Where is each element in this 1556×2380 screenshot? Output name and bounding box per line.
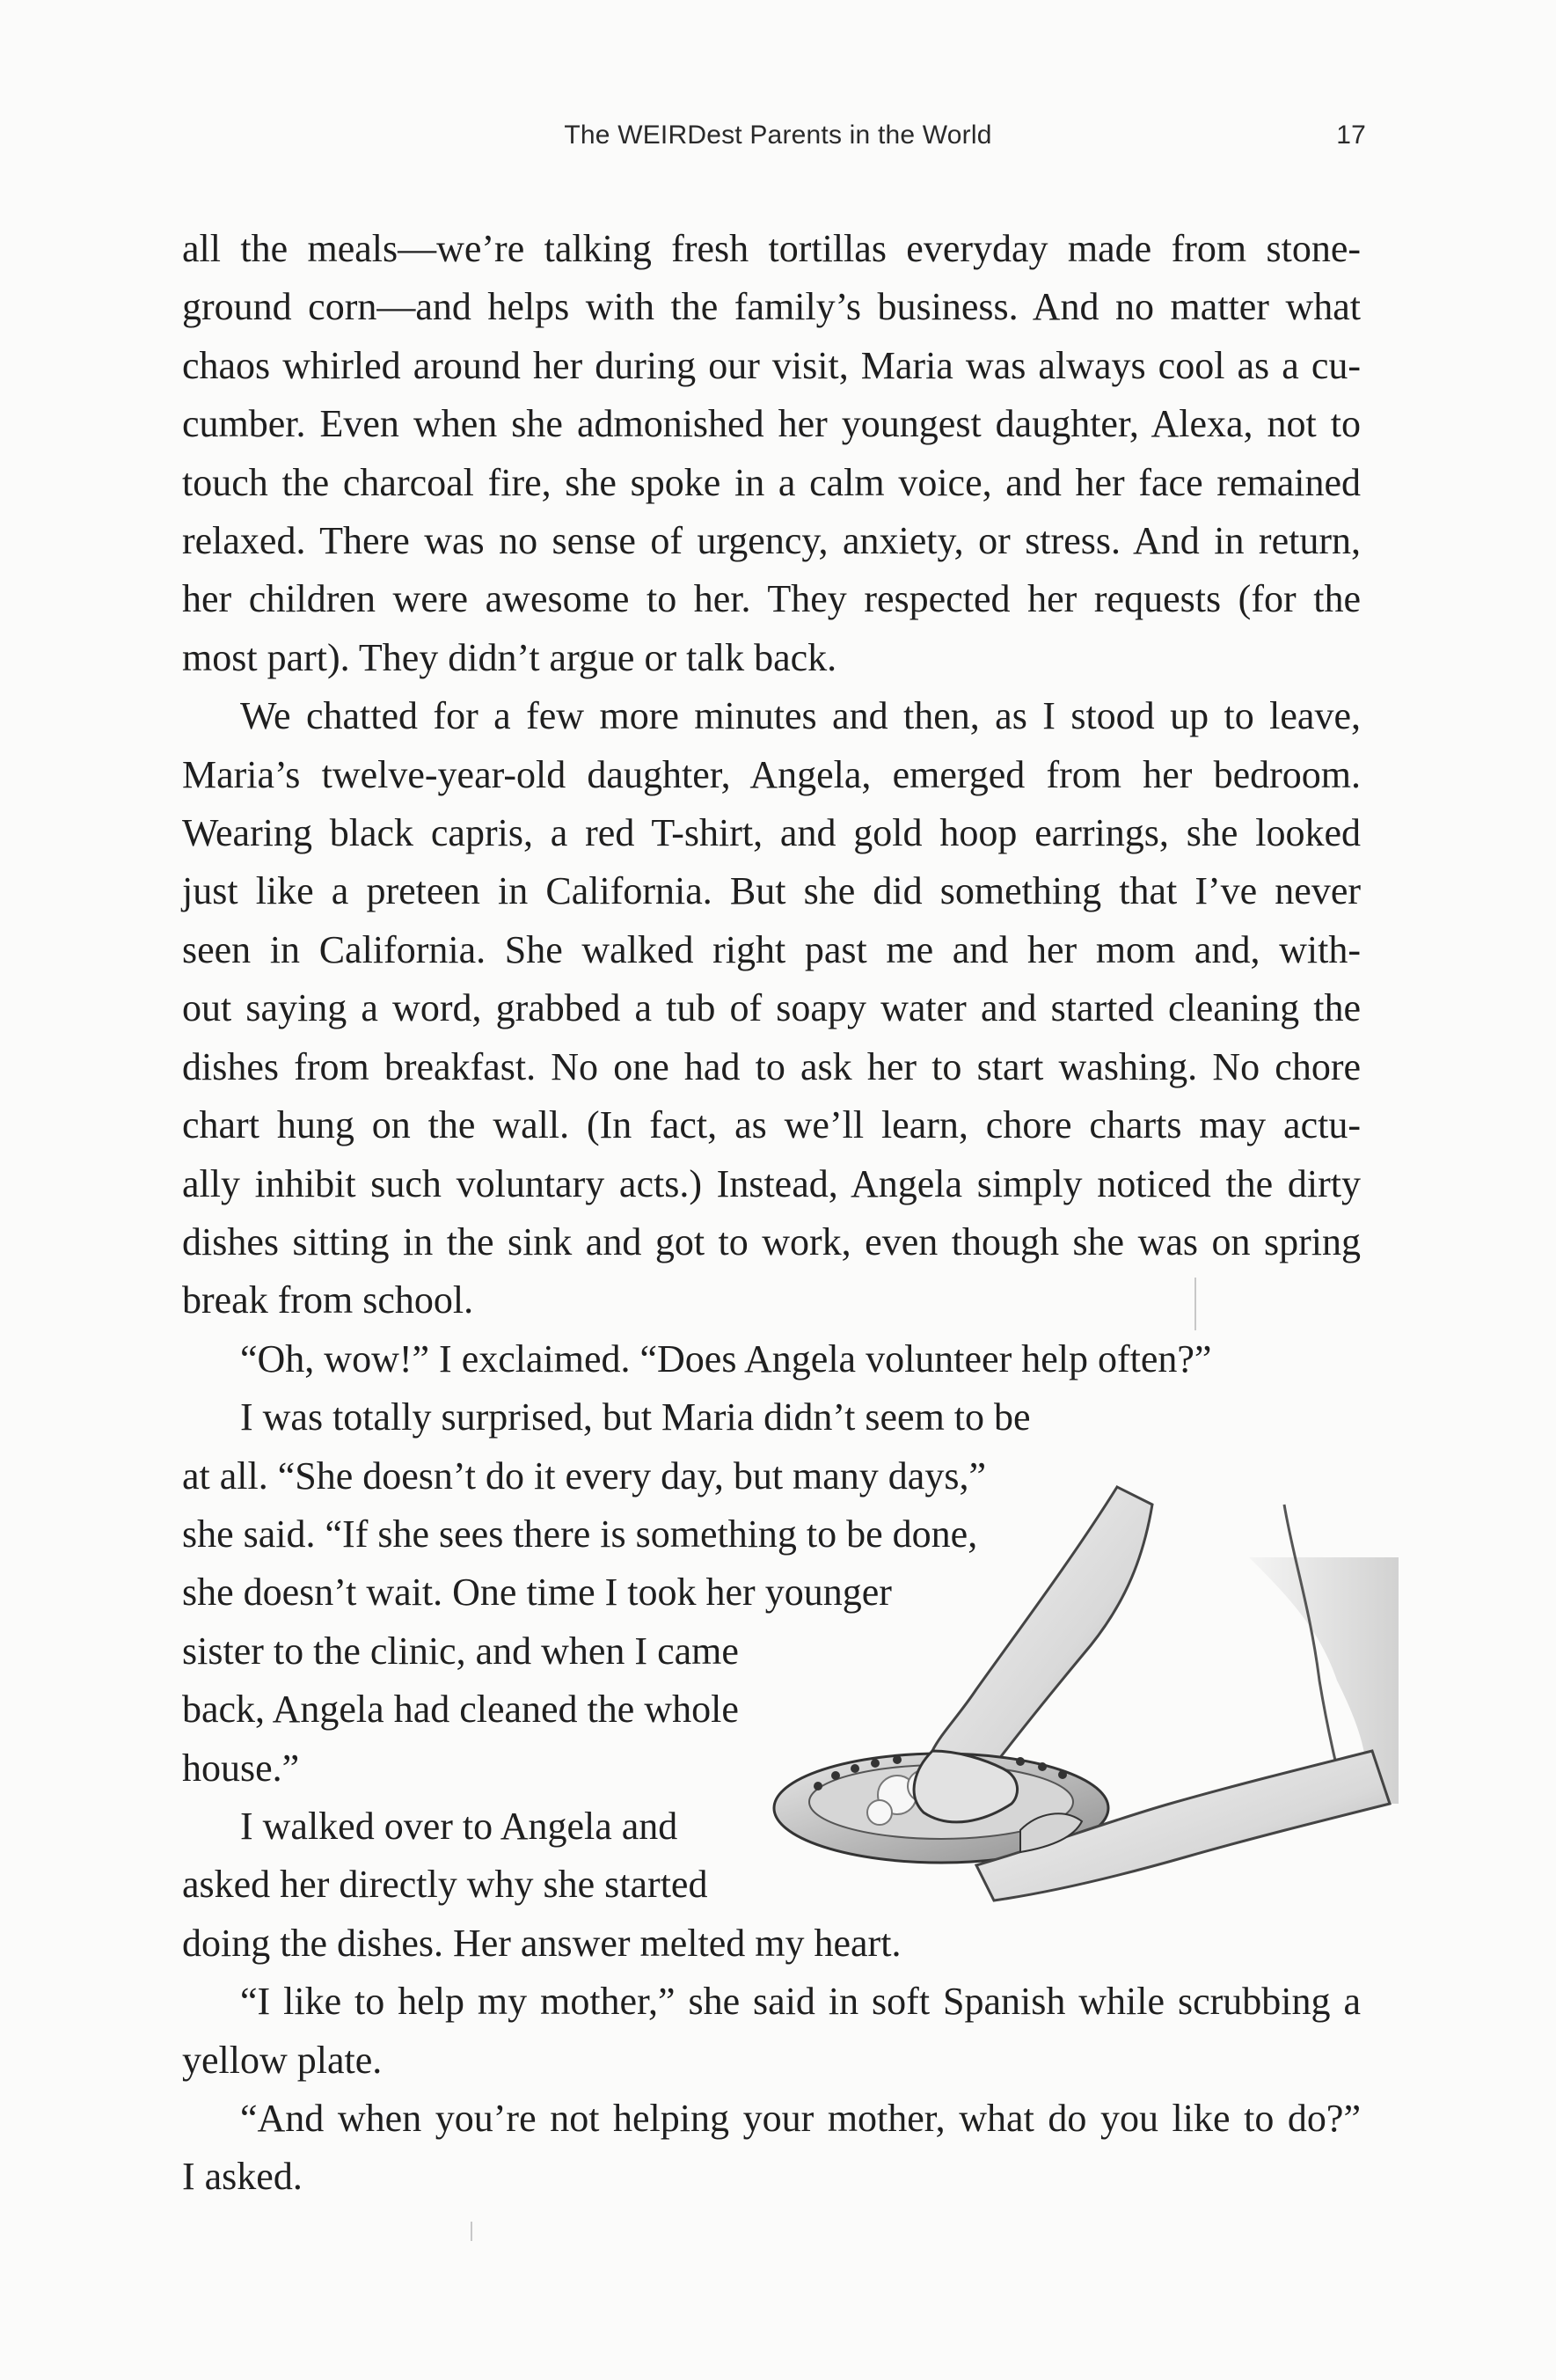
paragraph-2 (182, 687, 1361, 1329)
text-line: she said. “If she sees there is something to be done, (182, 1512, 978, 1556)
text-line: break from school. (182, 1278, 474, 1322)
text-line: back, Angela had cleaned the whole (182, 1688, 739, 1732)
text-line: relaxed. There was no sense of urgency, anxiety, or stress. And in return, (182, 519, 1361, 563)
text-line: I was totally surprised, but Maria didn’t seem to be (240, 1395, 1031, 1439)
text-line: at all. “She doesn’t do it every day, but many days,” (182, 1454, 986, 1498)
text-line: We chatted for a few more minutes and then, as I stood up to leave, (240, 694, 1361, 738)
text-line: sister to the clinic, and when I came (182, 1629, 739, 1673)
paragraph-6 (182, 1973, 1361, 2090)
page-number: 17 (1336, 121, 1366, 150)
text-line: all the meals—we’re talking fresh tortillas everyday made from stone- (182, 227, 1361, 270)
text-line: ground corn—and helps with the family’s business. And no matter what (182, 285, 1361, 329)
scan-mark (471, 2222, 472, 2241)
text-line: ally inhibit such voluntary acts.) Instead, Angela simply noticed the dirty (182, 1161, 1361, 1205)
text-line: doing the dishes. Her answer melted my heart. (182, 1921, 902, 1965)
text-line: touch the charcoal fire, she spoke in a calm voice, and her face remained (182, 460, 1361, 504)
text-line: chaos whirled around her during our visit, Maria was always cool as a cu- (182, 343, 1361, 387)
text-line: cumber. Even when she admonished her youngest daughter, Alexa, not to (182, 402, 1361, 446)
paragraph-1 (182, 220, 1361, 687)
text-line: “I like to help my mother,” she said in soft Spanish while scrubbing a (240, 1980, 1361, 2024)
text-line: Maria’s twelve-year-old daughter, Angela, emerged from her bedroom. (182, 752, 1361, 796)
text-line: “Oh, wow!” I exclaimed. “Does Angela volunteer help often?” (240, 1336, 1212, 1380)
text-line: Wearing black capris, a red T-shirt, and gold hoop earrings, she looked (182, 811, 1361, 855)
text-line: seen in California. She walked right past me and her mom and, with- (182, 927, 1361, 971)
text-line: her children were awesome to her. They respected her requests (for the (182, 577, 1361, 621)
text-line: asked her directly why she started (182, 1863, 708, 1907)
text-line: out saying a word, grabbed a tub of soapy water and started cleaning the (182, 986, 1361, 1030)
scan-mark (1194, 1278, 1196, 1330)
text-line: I asked. (182, 2155, 303, 2199)
text-line: she doesn’t wait. One time I took her younger (182, 1571, 892, 1615)
text-line: dishes sitting in the sink and got to work, even though she was on spring (182, 1219, 1361, 1263)
text-line: most part). They didn’t argue or talk back. (182, 635, 837, 679)
text-line: house.” (182, 1746, 300, 1790)
text-line: yellow plate. (182, 2038, 383, 2082)
paragraph-3 (182, 1330, 1361, 1388)
hands-washing-plate-illustration (756, 1452, 1399, 1953)
text-line: dishes from breakfast. No one had to ask her to start washing. No chore (182, 1044, 1361, 1088)
text-line: just like a preteen in California. But she did something that I’ve never (182, 869, 1361, 913)
running-title: The WEIRDest Parents in the World (564, 121, 992, 150)
text-line: I walked over to Angela and (240, 1804, 678, 1848)
paragraph-7 (182, 2090, 1361, 2207)
text-line: chart hung on the wall. (In fact, as we’ll learn, chore charts may actu- (182, 1103, 1361, 1147)
hands-washing-plate-icon (756, 1452, 1399, 1953)
text-line: “And when you’re not helping your mother, what do you like to do?” (240, 2097, 1361, 2140)
